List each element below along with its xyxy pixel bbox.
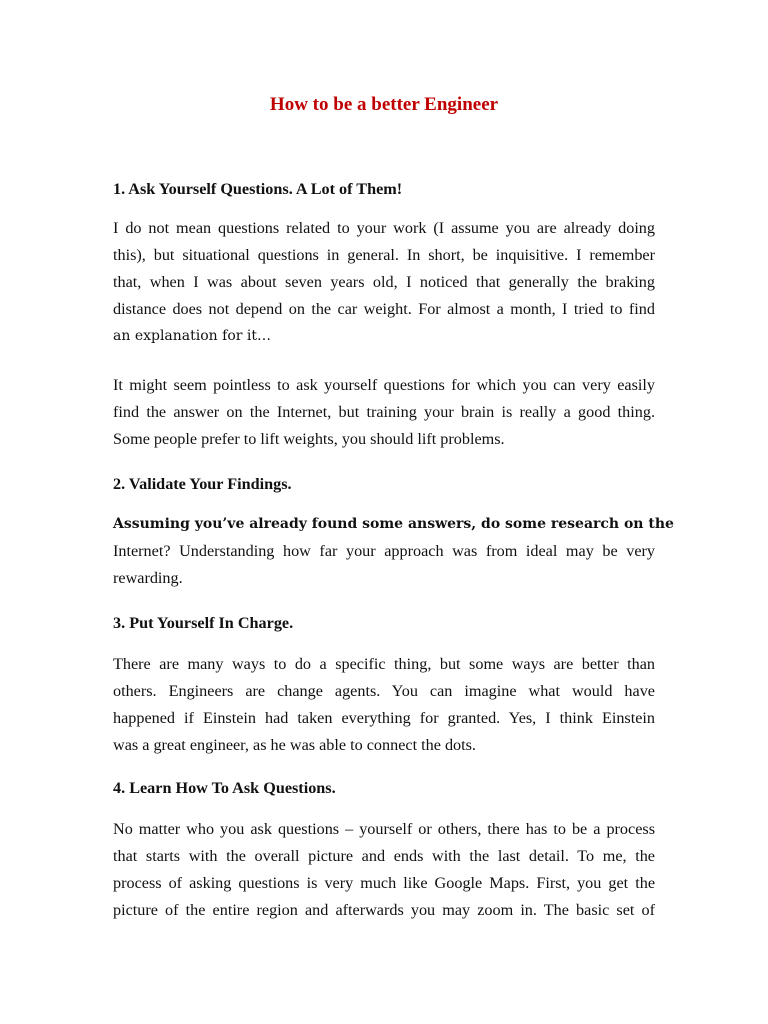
paragraph-line: was a great engineer, as he was able to connect the dots. [113, 736, 476, 754]
section-4-heading: 4. Learn How To Ask Questions. [113, 779, 336, 797]
paragraph-line: that, when I was about seven years old, I noticed that generally the braking [113, 273, 655, 291]
paragraph-line: process of asking questions is very much like Google Maps. First, you get the [113, 874, 655, 892]
document-title: How to be a better Engineer [269, 94, 499, 115]
paragraph-line: Some people prefer to lift weights, you should lift problems. [113, 430, 505, 448]
section-3-heading: 3. Put Yourself In Charge. [113, 614, 294, 632]
paragraph-line: It might seem pointless to ask yourself questions for which you can very easily [113, 376, 655, 394]
paragraph-line: this), but situational questions in general. In short, be inquisitive. I remember [113, 246, 655, 264]
section-1-paragraph-2 [113, 372, 655, 453]
paragraph-line: There are many ways to do a specific thing, but some ways are better than [113, 655, 655, 673]
paragraph-line: that starts with the overall picture and ends with the last detail. To me, the [113, 847, 655, 865]
section-2-heading: 2. Validate Your Findings. [113, 475, 292, 493]
paragraph-line: others. Engineers are change agents. You can imagine what would have [113, 682, 655, 700]
section-4-paragraph-1 [113, 816, 655, 924]
paragraph-line: Assuming you’ve already found some answers, do some research on the [113, 516, 674, 532]
section-1-paragraph-1 [113, 215, 655, 350]
paragraph-line: picture of the entire region and afterwards you may zoom in. The basic set of [113, 901, 655, 919]
paragraph-line: an explanation for it… [113, 328, 271, 344]
paragraph-line: rewarding. [113, 569, 183, 587]
section-2-paragraph-1 [113, 511, 674, 592]
paragraph-line: distance does not depend on the car weight. For almost a month, I tried to find [113, 300, 655, 318]
paragraph-line: happened if Einstein had taken everything for granted. Yes, I think Einstein [113, 709, 655, 727]
paragraph-line: find the answer on the Internet, but training your brain is really a good thing. [113, 403, 655, 421]
section-1-heading: 1. Ask Yourself Questions. A Lot of Them! [113, 180, 403, 198]
paragraph-line: No matter who you ask questions – yourself or others, there has to be a process [113, 820, 655, 838]
section-3-paragraph-1 [113, 651, 655, 759]
paragraph-line: Internet? Understanding how far your approach was from ideal may be very [113, 542, 655, 560]
paragraph-line: I do not mean questions related to your work (I assume you are already doing [113, 219, 655, 237]
